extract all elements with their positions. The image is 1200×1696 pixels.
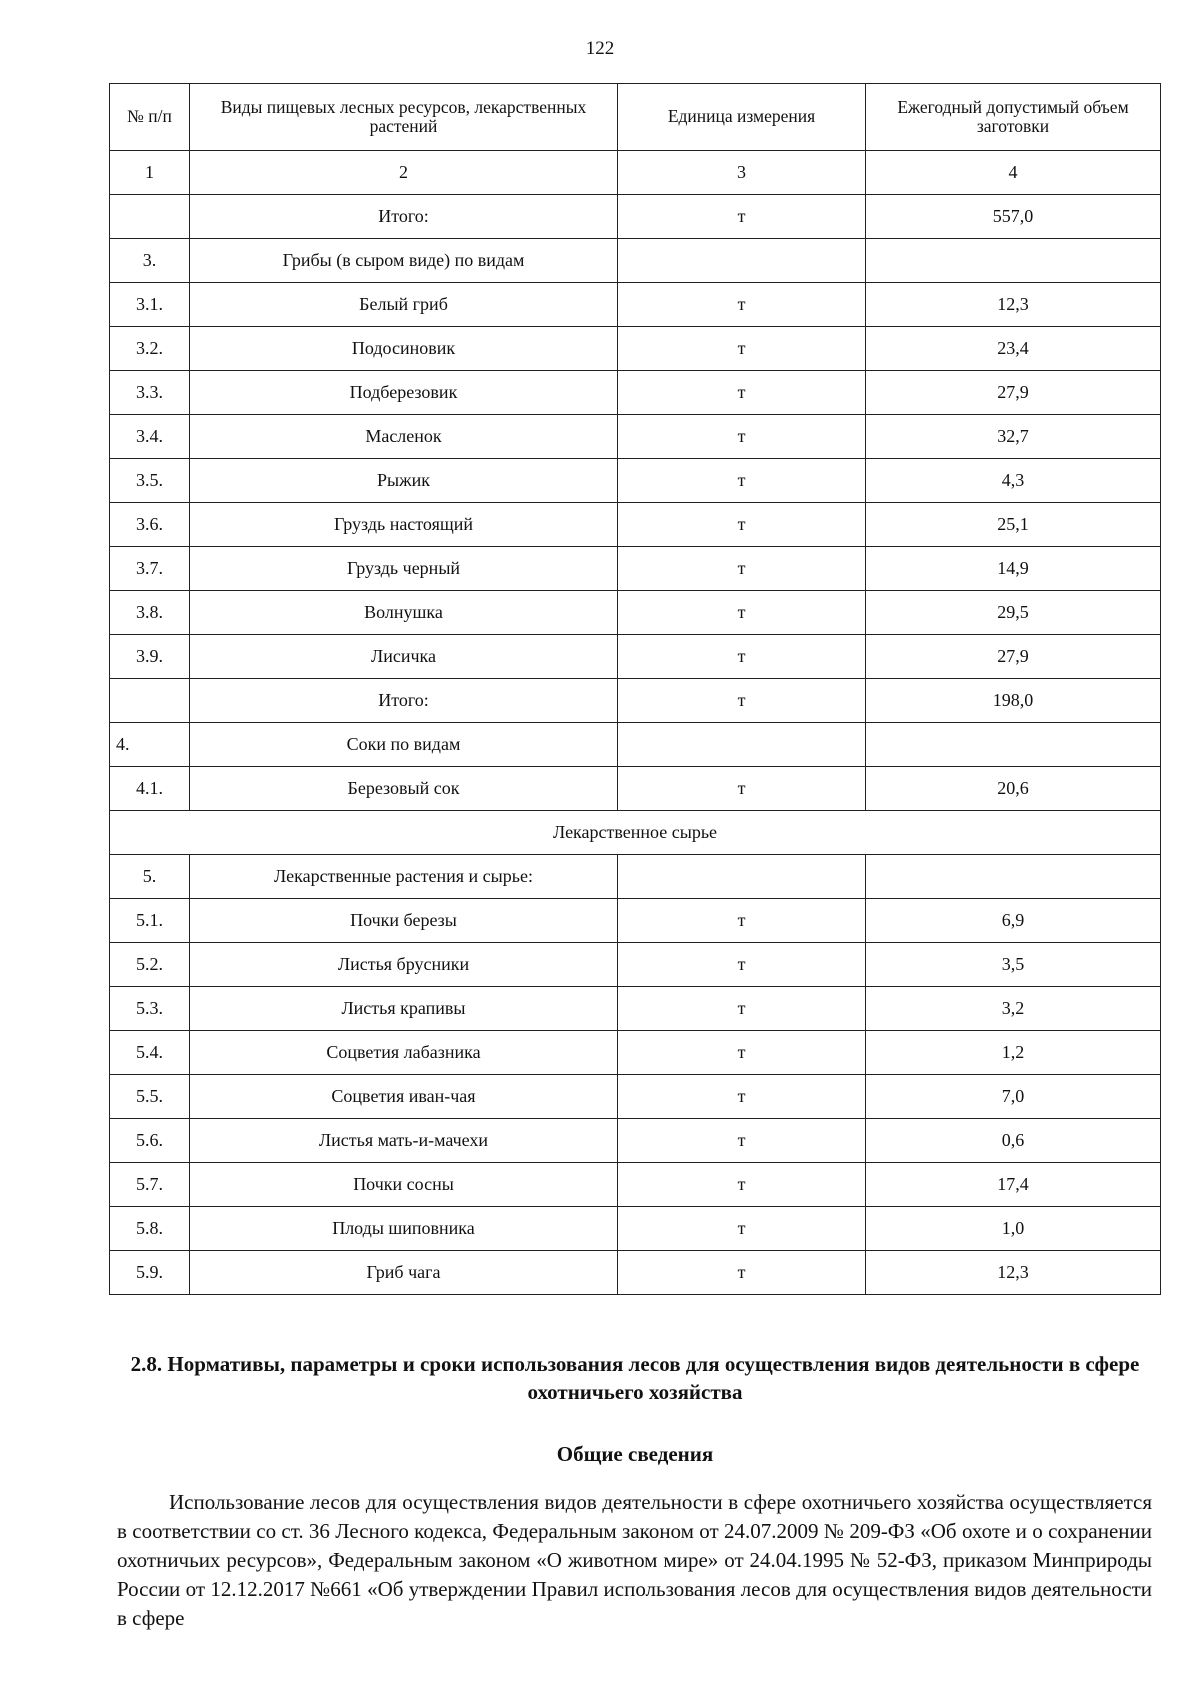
volume-cell <box>866 723 1161 767</box>
header-unit: Единица измерения <box>618 84 866 151</box>
table-row <box>110 1163 1161 1207</box>
row-number-cell: 5.5. <box>110 1075 190 1119</box>
resource-name-cell: Груздь настоящий <box>190 503 618 547</box>
table-row <box>110 327 1161 371</box>
volume-cell: 14,9 <box>866 547 1161 591</box>
row-number-cell: 3.3. <box>110 371 190 415</box>
table-row <box>110 1075 1161 1119</box>
row-number-cell: 3.6. <box>110 503 190 547</box>
volume-cell: 4,3 <box>866 459 1161 503</box>
unit-cell: т <box>618 987 866 1031</box>
volume-cell: 3,2 <box>866 987 1161 1031</box>
resource-name-cell: Соки по видам <box>190 723 618 767</box>
resource-name-cell: Соцветия иван-чая <box>190 1075 618 1119</box>
row-number-cell: 5.1. <box>110 899 190 943</box>
row-number-cell: 5.4. <box>110 1031 190 1075</box>
unit-cell: т <box>618 547 866 591</box>
unit-cell: т <box>618 679 866 723</box>
unit-cell: т <box>618 1163 866 1207</box>
unit-cell: т <box>618 767 866 811</box>
table-row <box>110 195 1161 239</box>
table-row <box>110 855 1161 899</box>
table-row <box>110 1251 1161 1295</box>
table-row <box>110 503 1161 547</box>
unit-cell <box>618 723 866 767</box>
row-number-cell: 5.6. <box>110 1119 190 1163</box>
resource-name-cell: Рыжик <box>190 459 618 503</box>
resource-name-cell: Подосиновик <box>190 327 618 371</box>
row-number-cell: 3.7. <box>110 547 190 591</box>
table-row <box>110 1207 1161 1251</box>
unit-cell: т <box>618 1251 866 1295</box>
resource-name-cell: Белый гриб <box>190 283 618 327</box>
column-number: 2 <box>190 151 618 195</box>
resource-name-cell: Волнушка <box>190 591 618 635</box>
row-number-cell: 5.2. <box>110 943 190 987</box>
row-number-cell <box>110 195 190 239</box>
column-number: 4 <box>866 151 1161 195</box>
unit-cell: т <box>618 459 866 503</box>
resource-name-cell: Почки березы <box>190 899 618 943</box>
row-number-cell: 5.8. <box>110 1207 190 1251</box>
volume-cell: 27,9 <box>866 371 1161 415</box>
volume-cell: 20,6 <box>866 767 1161 811</box>
body-paragraph: Использование лесов для осуществления видов деятельности в сфере охотничьего хозяйства осуществляется в соответствии со ст. 36 Лесного кодекса, Федеральным законом от 24.07.2009 № 209-ФЗ «Об охоте и о сохранении охотничьих ресурсов», Федеральным законом «О животном мире» от 24.04.1995 № 52-ФЗ, приказом Минприроды России от 12.12.2017 №661 «Об утверждении Правил использования лесов для осуществления видов деятельности в сфере <box>117 1490 1152 1630</box>
volume-cell: 12,3 <box>866 1251 1161 1295</box>
resource-name-cell: Лисичка <box>190 635 618 679</box>
row-number-cell: 3.8. <box>110 591 190 635</box>
table-row <box>110 723 1161 767</box>
volume-cell: 29,5 <box>866 591 1161 635</box>
table-row <box>110 679 1161 723</box>
column-number: 3 <box>618 151 866 195</box>
resource-name-cell: Грибы (в сыром виде) по видам <box>190 239 618 283</box>
volume-cell: 25,1 <box>866 503 1161 547</box>
volume-cell: 6,9 <box>866 899 1161 943</box>
resource-name-cell: Груздь черный <box>190 547 618 591</box>
table-row <box>110 591 1161 635</box>
volume-cell: 23,4 <box>866 327 1161 371</box>
unit-cell: т <box>618 1119 866 1163</box>
table-row <box>110 459 1161 503</box>
table-section-row <box>110 811 1161 855</box>
resource-name-cell: Гриб чага <box>190 1251 618 1295</box>
volume-cell: 557,0 <box>866 195 1161 239</box>
volume-cell: 7,0 <box>866 1075 1161 1119</box>
unit-cell: т <box>618 1207 866 1251</box>
row-number-cell <box>110 679 190 723</box>
row-number-cell: 3.2. <box>110 327 190 371</box>
unit-cell: т <box>618 503 866 547</box>
resource-name-cell: Листья крапивы <box>190 987 618 1031</box>
unit-cell <box>618 855 866 899</box>
row-number-cell: 3.1. <box>110 283 190 327</box>
volume-cell: 27,9 <box>866 635 1161 679</box>
subheading: Общие сведения <box>556 1442 714 1466</box>
resource-name-cell: Итого: <box>190 195 618 239</box>
header-num: № п/п <box>110 84 190 151</box>
unit-cell: т <box>618 371 866 415</box>
volume-cell: 1,2 <box>866 1031 1161 1075</box>
unit-cell: т <box>618 591 866 635</box>
table-header-row <box>110 84 1161 151</box>
row-number-cell: 5.3. <box>110 987 190 1031</box>
volume-cell: 3,5 <box>866 943 1161 987</box>
resource-name-cell: Лекарственные растения и сырье: <box>190 855 618 899</box>
resource-name-cell: Соцветия лабазника <box>190 1031 618 1075</box>
resource-name-cell: Масленок <box>190 415 618 459</box>
row-number-cell: 3.4. <box>110 415 190 459</box>
table-row <box>110 239 1161 283</box>
header-resource-type: Виды пищевых лесных ресурсов, лекарственных растений <box>190 84 618 151</box>
resources-table <box>109 83 1161 1295</box>
row-number-cell: 5.9. <box>110 1251 190 1295</box>
row-number-cell: 4. <box>110 723 190 767</box>
volume-cell: 12,3 <box>866 283 1161 327</box>
unit-cell: т <box>618 943 866 987</box>
row-number-cell: 3.9. <box>110 635 190 679</box>
resource-name-cell: Плоды шиповника <box>190 1207 618 1251</box>
unit-cell <box>618 239 866 283</box>
unit-cell: т <box>618 327 866 371</box>
row-number-cell: 3.5. <box>110 459 190 503</box>
volume-cell <box>866 239 1161 283</box>
row-number-cell: 4.1. <box>110 767 190 811</box>
row-number-cell: 3. <box>110 239 190 283</box>
resource-name-cell: Листья мать-и-мачехи <box>190 1119 618 1163</box>
unit-cell: т <box>618 1031 866 1075</box>
header-annual-volume: Ежегодный допустимый объем заготовки <box>866 84 1161 151</box>
resource-name-cell: Листья брусники <box>190 943 618 987</box>
volume-cell: 1,0 <box>866 1207 1161 1251</box>
resource-name-cell: Подберезовик <box>190 371 618 415</box>
column-number: 1 <box>110 151 190 195</box>
section-title-cell: Лекарственное сырье <box>110 811 1161 855</box>
section-heading: 2.8. Нормативы, параметры и сроки использования лесов для осуществления видов деятельности в сфере охотничьего хозяйства <box>130 1352 1140 1404</box>
table-row <box>110 635 1161 679</box>
table-row <box>110 371 1161 415</box>
table-row <box>110 283 1161 327</box>
resource-name-cell: Итого: <box>190 679 618 723</box>
unit-cell: т <box>618 415 866 459</box>
row-number-cell: 5.7. <box>110 1163 190 1207</box>
unit-cell: т <box>618 195 866 239</box>
row-number-cell: 5. <box>110 855 190 899</box>
table-row <box>110 1119 1161 1163</box>
table-row <box>110 899 1161 943</box>
column-number-row <box>110 151 1161 195</box>
resource-name-cell: Почки сосны <box>190 1163 618 1207</box>
unit-cell: т <box>618 635 866 679</box>
unit-cell: т <box>618 899 866 943</box>
volume-cell <box>866 855 1161 899</box>
table-row <box>110 987 1161 1031</box>
volume-cell: 17,4 <box>866 1163 1161 1207</box>
unit-cell: т <box>618 1075 866 1119</box>
table-row <box>110 547 1161 591</box>
table-row <box>110 415 1161 459</box>
table-body <box>110 84 1161 1295</box>
table-row <box>110 943 1161 987</box>
resource-name-cell: Березовый сок <box>190 767 618 811</box>
page-number: 122 <box>585 38 615 59</box>
volume-cell: 198,0 <box>866 679 1161 723</box>
table-row <box>110 1031 1161 1075</box>
table-row <box>110 767 1161 811</box>
unit-cell: т <box>618 283 866 327</box>
volume-cell: 0,6 <box>866 1119 1161 1163</box>
volume-cell: 32,7 <box>866 415 1161 459</box>
